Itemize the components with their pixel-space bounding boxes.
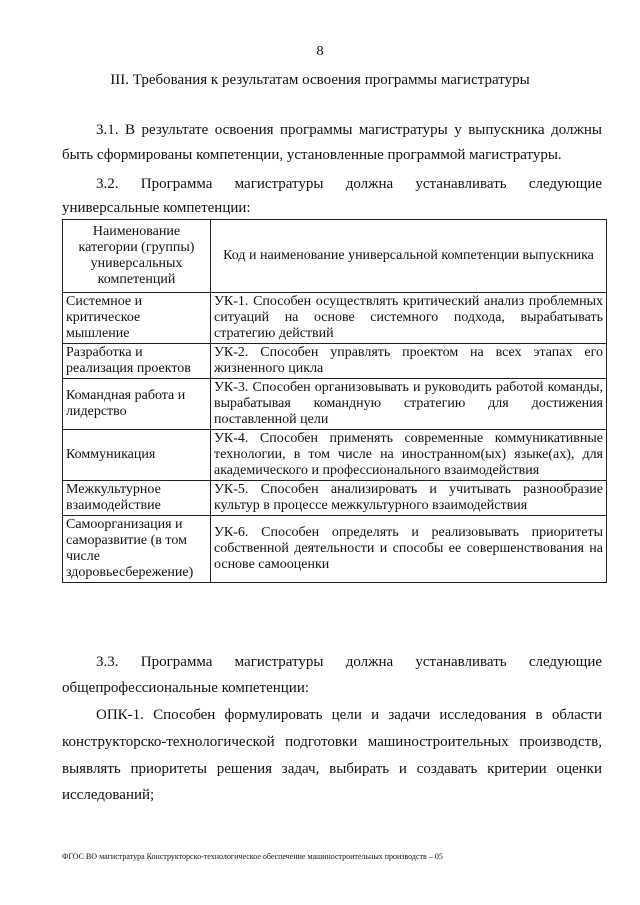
header-competence: Код и наименование универсальной компетенции выпускника xyxy=(211,220,607,293)
competence-cell: УК-5. Способен анализировать и учитывать разнообразие культур в процессе межкультурного взаимодействия xyxy=(211,481,607,516)
table-row xyxy=(63,379,607,430)
competence-cell: УК-1. Способен осуществлять критический анализ проблемных ситуаций на основе системного подхода, вырабатывать стратегию действий xyxy=(211,293,607,344)
category-cell: Коммуникация xyxy=(63,430,211,481)
opk1-line1: ОПК-1. Способен формулировать цели и задачи исследования в области xyxy=(96,707,602,723)
section-heading: III. Требования к результатам освоения программы магистратуры xyxy=(110,72,530,88)
paragraph-3-2-line2: универсальные компетенции: xyxy=(62,200,251,216)
paragraph-3-2-line1: 3.2. Программа магистратуры должна устанавливать следующие xyxy=(96,176,602,192)
paragraph-3-1-line2: быть сформированы компетенции, установленные программой магистратуры. xyxy=(62,147,562,163)
category-cell: Межкультурное взаимодействие xyxy=(63,481,211,516)
category-cell: Командная работа и лидерство xyxy=(63,379,211,430)
opk1-line3: выявлять приоритеты решения задач, выбирать и создавать критерии оценки xyxy=(62,761,602,777)
category-cell: Разработка и реализация проектов xyxy=(63,344,211,379)
paragraph-3-3-line1: 3.3. Программа магистратуры должна устанавливать следующие xyxy=(96,654,602,670)
table-header-row xyxy=(63,220,607,293)
table-row xyxy=(63,481,607,516)
competence-cell: УК-4. Способен применять современные коммуникативные технологии, в том числе на иностранном(ых) языке(ах), для академического и профессионального взаимодействия xyxy=(211,430,607,481)
category-cell: Самоорганизация и саморазвитие (в том числе здоровьесбережение) xyxy=(63,516,211,583)
paragraph-3-1-line1: 3.1. В результате освоения программы магистратуры у выпускника должны xyxy=(96,122,602,138)
table-row xyxy=(63,293,607,344)
header-category: Наименование категории (группы) универсальных компетенций xyxy=(63,220,211,293)
table-row xyxy=(63,516,607,583)
page-footer: ФГОС ВО магистратура Конструкторско-технологическое обеспечение машиностроительных производств – 05 xyxy=(62,852,443,861)
competence-table xyxy=(62,219,607,583)
opk1-line2: конструкторско-технологической подготовки машиностроительных производств, xyxy=(62,734,602,750)
table-row xyxy=(63,344,607,379)
competence-cell: УК-6. Способен определять и реализовывать приоритеты собственной деятельности и способы ее совершенствования на основе самооценки xyxy=(211,516,607,583)
table-row xyxy=(63,430,607,481)
page-number: 8 xyxy=(316,44,324,59)
paragraph-3-3-line2: общепрофессиональные компетенции: xyxy=(62,680,310,696)
opk1-line4: исследований; xyxy=(62,787,155,803)
competence-cell: УК-2. Способен управлять проектом на всех этапах его жизненного цикла xyxy=(211,344,607,379)
category-cell: Системное и критическое мышление xyxy=(63,293,211,344)
competence-cell: УК-3. Способен организовывать и руководить работой команды, вырабатывая командную стратегию для достижения поставленной цели xyxy=(211,379,607,430)
